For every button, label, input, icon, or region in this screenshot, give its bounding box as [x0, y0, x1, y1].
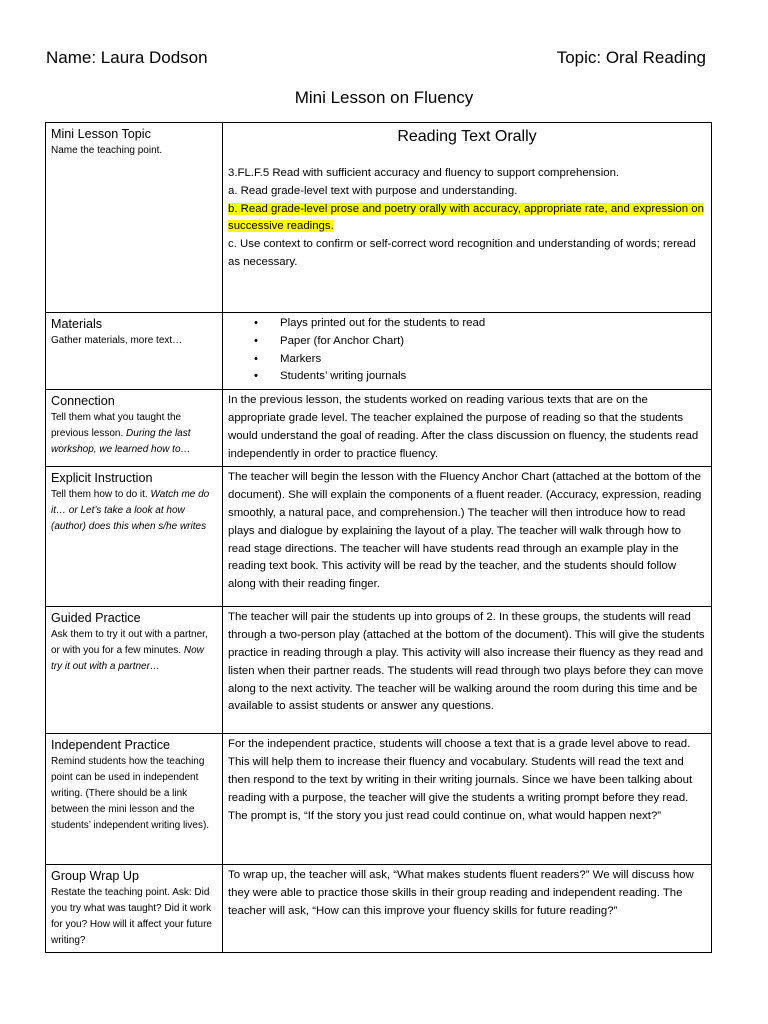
list-item: • Markers: [280, 351, 706, 369]
standard-block: [228, 165, 706, 272]
list-item: • Students’ writing journals: [280, 368, 706, 386]
table-row-materials: [46, 313, 712, 390]
row-topic: Independent Practice: [51, 738, 171, 753]
row-content-cell: [223, 313, 712, 390]
row-topic: Connection: [51, 394, 115, 409]
row-topic: Materials: [51, 317, 103, 331]
row-label-cell: [46, 123, 223, 313]
row-label-cell: [46, 734, 223, 865]
list-item: • Paper (for Anchor Chart): [280, 333, 706, 351]
row-label-cell: [46, 313, 223, 390]
row-desc: Name the teaching point.: [51, 145, 163, 156]
row-label-cell: [46, 467, 223, 607]
reading-title: Reading Text Orally: [397, 128, 537, 145]
materials-list: [228, 315, 706, 386]
table-row-mini-lesson-topic: [46, 123, 712, 313]
row-label-cell: [46, 865, 223, 953]
standard-line: 3.FL.F.5 Read with sufficient accuracy and fluency to support comprehension.: [228, 167, 620, 179]
row-content-cell: [223, 467, 712, 607]
row-topic: Explicit Instruction: [51, 471, 153, 486]
table-row-guided-practice: [46, 607, 712, 734]
row-topic: Mini Lesson Topic: [51, 127, 151, 141]
table-row-group-wrap-up: [46, 865, 712, 953]
standard-c: c. Use context to confirm or self-correct word recognition and understanding of words; reread as necessary.: [228, 238, 696, 268]
table-row-connection: [46, 390, 712, 467]
standard-a: a. Read grade-level text with purpose and understanding.: [228, 184, 518, 197]
student-name: Name: Laura Dodson: [46, 48, 208, 67]
header-row: [46, 48, 706, 68]
highlighted-standard: b. Read grade-level prose and poetry orally with accuracy, appropriate rate, and expression on successive readings.: [228, 202, 704, 233]
row-desc: Remind students how the teaching point can be used in independent writing. (There should be a link between the mini lesson and the students’ independent writing lives).: [51, 756, 210, 832]
row-content-cell: [223, 865, 712, 953]
lesson-plan-table: [45, 122, 712, 953]
row-desc-italic: During the last workshop, we learned how to…: [51, 428, 191, 456]
row-text: For the independent practice, students will choose a text that is a grade level above to read. This will help them to increase their fluency and vocabulary. Students will read the text and then respond to the text by writing in their writing journals. Since we have been talking about reading with a purpose, the teacher will give the students a writing prompt before they read. The prompt is, “If the story you just read could continue on, what would happen next?”: [228, 738, 693, 822]
row-content-cell: [223, 607, 712, 734]
row-desc: [51, 487, 217, 535]
row-desc: [51, 410, 217, 458]
row-text: The teacher will pair the students up into groups of 2. In these groups, the students will read through a two-person play (attached at the bottom of the document). This will give the students practice in reading through a play. This activity will also increase their fluency as they read and listen when their partner reads. The students will read through two plays before they can move along to the next activity. The teacher will be walking around the room during this time and be available to assist students or answer any questions.: [228, 611, 705, 713]
row-content-cell: [223, 734, 712, 865]
row-text: In the previous lesson, the students worked on reading various texts that are on the appropriate grade level. The teacher explained the purpose of reading so that the students would understand the goal of reading. After the class discussion on fluency, the students read independently in order to practice fluency.: [228, 394, 699, 460]
row-desc-italic: Now try it out with a partner…: [51, 645, 204, 673]
row-topic: Guided Practice: [51, 611, 141, 626]
row-content-cell: [223, 390, 712, 467]
lesson-topic: Topic: Oral Reading: [556, 48, 706, 67]
row-desc-plain: Tell them what you taught the previous lesson.: [51, 412, 182, 440]
table-row-explicit-instruction: [46, 467, 712, 607]
table-row-independent-practice: [46, 734, 712, 865]
row-text: The teacher will begin the lesson with the Fluency Anchor Chart (attached at the bottom of the document). She will explain the components of a fluent reader. (Accuracy, expression, reading smoothly, a natural pace, and comprehension.) The teacher will then introduce how to read plays and dialogue by explaining the layout of a play. The teacher will walk through how to read stage directions. The teacher will have students read through an example play in the reading text book. This activity will be read by the teacher, and the students should follow along with their reading finger.: [228, 471, 702, 591]
row-label-cell: [46, 390, 223, 467]
row-desc-plain: Tell them how to do it.: [51, 489, 151, 501]
row-desc: Gather materials, more text…: [51, 335, 183, 346]
row-topic: Group Wrap Up: [51, 869, 139, 884]
row-desc: Restate the teaching point. Ask: Did you try what was taught? Did it work for you? How will it affect your future writing?: [51, 887, 212, 947]
row-desc-plain: Ask them to try it out with a partner, or with you for a few minutes.: [51, 629, 208, 657]
row-content-cell: [223, 123, 712, 313]
row-desc-italic: Watch me do it… or Let’s take a look at how (author) does this when s/he writes: [51, 489, 210, 533]
list-item: • Plays printed out for the students to read: [280, 315, 706, 333]
page-title: Mini Lesson on Fluency: [294, 88, 474, 107]
row-desc: [51, 627, 217, 675]
row-text: To wrap up, the teacher will ask, “What makes students fluent readers?” We will discuss how they were able to practice those skills in their group reading and independent reading. The teacher will ask, “How can this improve your fluency skills for future reading?”: [228, 869, 694, 917]
row-label-cell: [46, 607, 223, 734]
standard-b: [228, 201, 706, 237]
